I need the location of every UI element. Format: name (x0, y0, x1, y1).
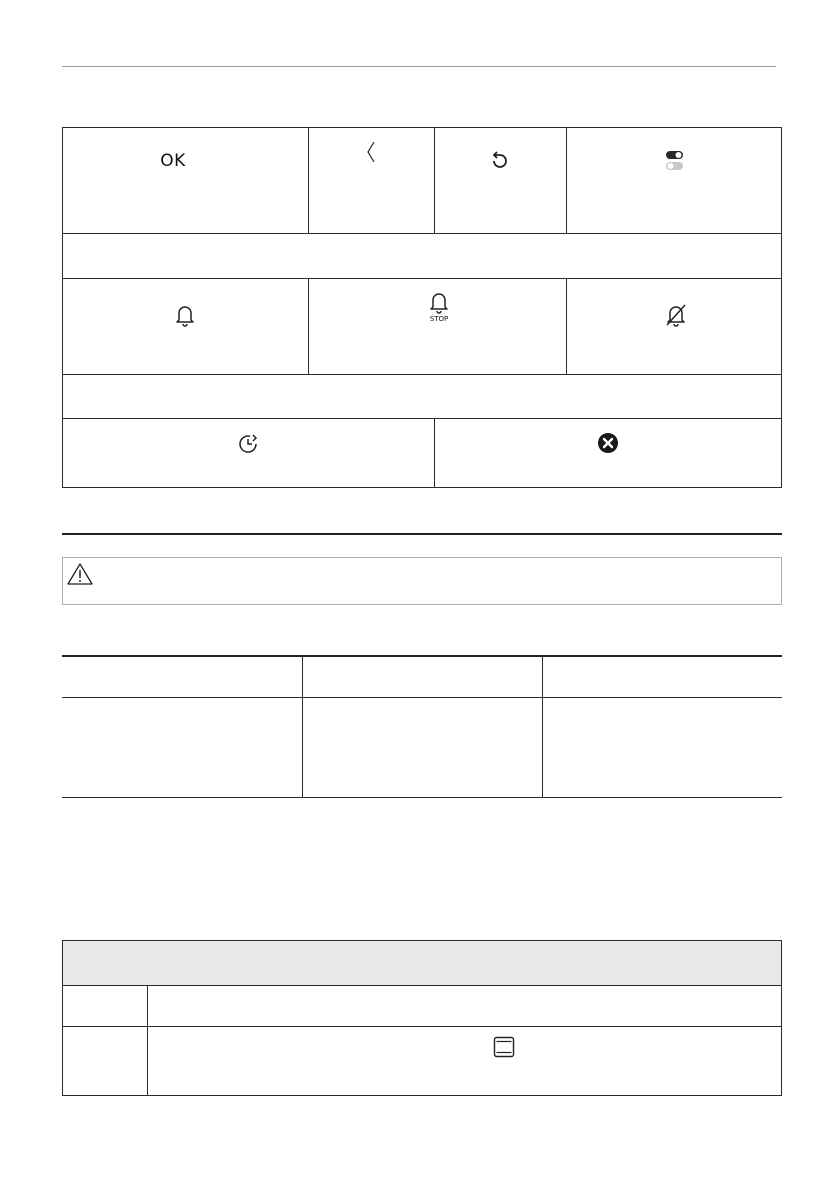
table2-divider (302, 655, 303, 797)
toggle-switch-icon (665, 150, 685, 172)
symbols-table-divider (62, 278, 782, 279)
table2-header-rule (62, 697, 782, 698)
oven-icon (493, 1036, 515, 1058)
symbols-table-divider (434, 127, 435, 233)
table2-bottom-rule (62, 797, 782, 798)
header-rule (62, 66, 776, 67)
section-rule (62, 533, 782, 535)
clock-rotate-icon (236, 432, 260, 456)
table3 (62, 940, 782, 1096)
table2-divider (542, 655, 543, 797)
bell-icon (174, 303, 196, 327)
warning-icon (67, 563, 93, 585)
ok-label: OK (160, 151, 186, 171)
bell-stop-icon (424, 290, 454, 326)
symbols-table-divider (62, 233, 782, 234)
stop-label: STOP (429, 315, 449, 323)
table3-divider (62, 1026, 782, 1027)
warning-box (62, 557, 782, 605)
ok-icon (146, 148, 200, 174)
symbols-table-divider (434, 418, 435, 488)
undo-icon (488, 150, 510, 172)
close-circle-icon (597, 432, 619, 454)
table3-divider (147, 985, 148, 1096)
chevron-left-icon (364, 140, 378, 164)
bell-off-icon (664, 303, 688, 327)
symbols-table-divider (308, 127, 309, 233)
symbols-table-divider (308, 278, 309, 374)
symbols-table-divider (62, 418, 782, 419)
table2-top-rule (62, 655, 782, 657)
symbols-table-divider (62, 374, 782, 375)
table3-divider (62, 985, 782, 986)
symbols-table-divider (566, 127, 567, 233)
symbols-table-divider (566, 278, 567, 374)
